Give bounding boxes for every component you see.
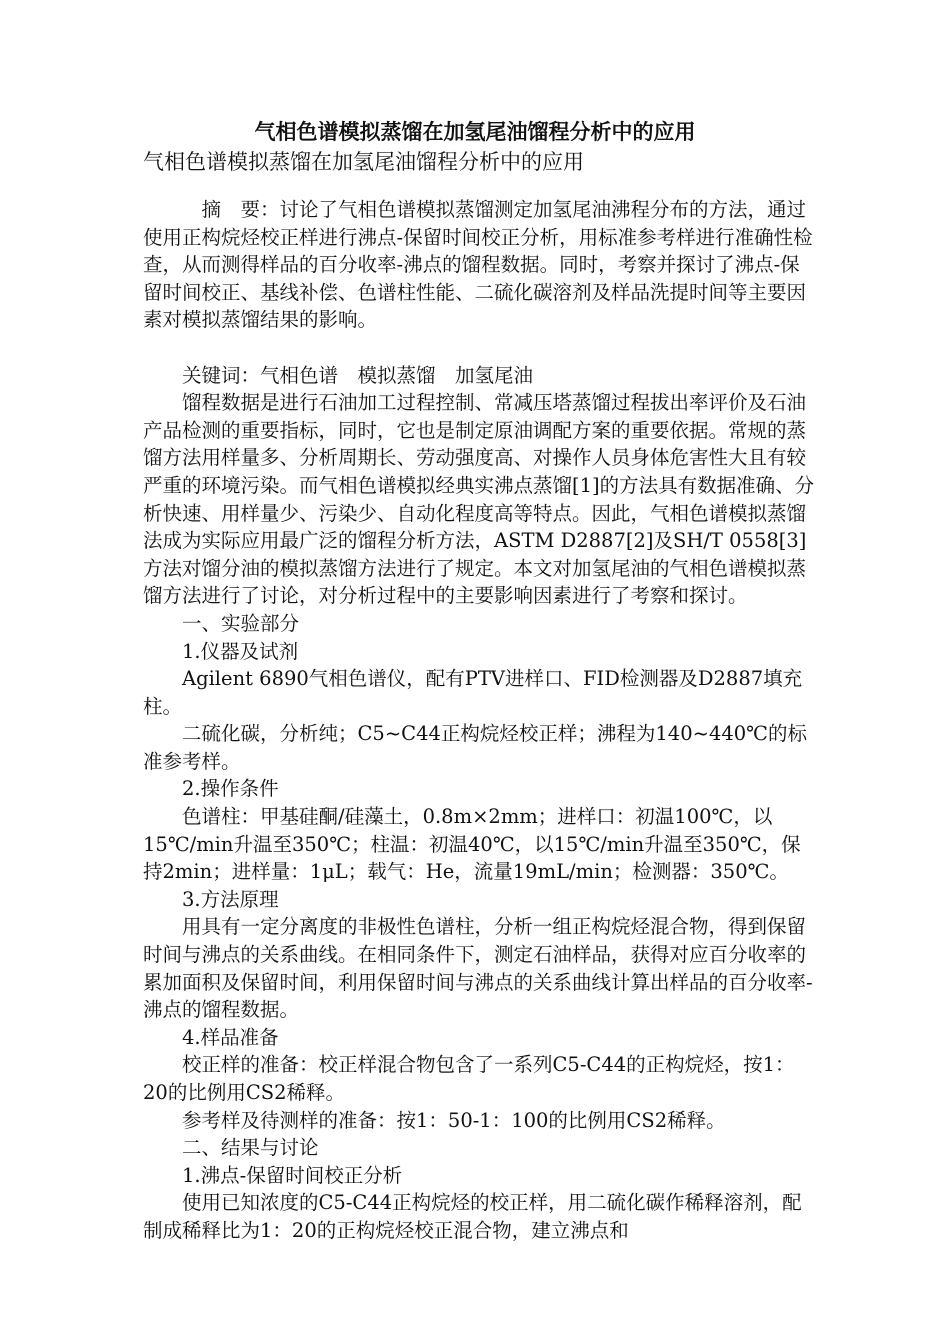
reagents-paragraph: 二硫化碳，分析纯；C5~C44正构烷烃校正样；沸程为140~440℃的标准参考样。 (143, 722, 807, 773)
section-heading-experimental: 一、实验部分 (182, 611, 300, 635)
keywords-line: 关键词：气相色谱 模拟蒸馏 加氢尾油 (182, 363, 534, 387)
subsection-heading-instruments: 1.仪器及试剂 (182, 639, 299, 663)
abstract-paragraph: 摘 要：讨论了气相色谱模拟蒸馏测定加氢尾油沸程分布的方法，通过使用正构烷烃校正样进行沸点-保留时间校正分析，用标准参考样进行准确性检查，从而测得样品的百分收率-沸点的馏程数据。同时，考察并探讨了沸点-保留时间校正、基线补偿、色谱柱性能、二硫化碳溶剂及样品洗提时间等主要因素对模拟蒸馏结果的影响。 (143, 198, 813, 332)
paragraph-gap (143, 334, 815, 362)
subsection-heading-sample-prep: 4.样品准备 (182, 1025, 279, 1049)
reference-prep-paragraph: 参考样及待测样的准备：按1：50-1：100的比例用CS2稀释。 (182, 1108, 726, 1132)
section-heading-results: 二、结果与讨论 (182, 1136, 319, 1160)
calibration-paragraph: 使用已知浓度的C5-C44正构烷烃的校正样，用二硫化碳作稀释溶剂，配制成稀释比为1：20的正构烷烃校正混合物，建立沸点和 (143, 1191, 802, 1242)
document-subtitle: 气相色谱模拟蒸馏在加氢尾油馏程分析中的应用 (143, 150, 584, 174)
instrument-paragraph: Agilent 6890气相色谱仪，配有PTV进样口、FID检测器及D2887填充柱。 (143, 667, 803, 718)
subsection-heading-conditions: 2.操作条件 (182, 777, 279, 801)
document-title: 气相色谱模拟蒸馏在加氢尾油馏程分析中的应用 (254, 119, 696, 144)
principle-paragraph: 用具有一定分离度的非极性色谱柱，分析一组正构烷烃混合物，得到保留时间与沸点的关系曲线。在相同条件下，测定石油样品，获得对应百分收率的累加面积及保留时间，利用保留时间与沸点的关系曲线计算出样品的百分收率-沸点的馏程数据。 (143, 915, 813, 1022)
calibration-prep-paragraph: 校正样的准备：校正样混合物包含了一系列C5-C44的正构烷烃，按1：20的比例用CS2稀释。 (143, 1053, 795, 1104)
document-body (143, 196, 815, 1245)
intro-paragraph: 馏程数据是进行石油加工过程控制、常减压塔蒸馏过程拔出率评价及石油产品检测的重要指标，同时，它也是制定原油调配方案的重要依据。常规的蒸馏方法用样量多、分析周期长、劳动强度高、对操作人员身体危害性大且有较严重的环境污染。而气相色谱模拟经典实沸点蒸馏[1]的方法具有数据准确、分析快速、用样量少、污染少、自动化程度高等特点。因此，气相色谱模拟蒸馏法成为实际应用最广泛的馏程分析方法，ASTM D2887[2]及SH/T 0558[3]方法对馏分油的模拟蒸馏方法进行了规定。本文对加氢尾油的气相色谱模拟蒸馏方法进行了讨论，对分析过程中的主要影响因素进行了考察和探讨。 (143, 391, 815, 608)
conditions-paragraph: 色谱柱：甲基硅酮/硅藻土，0.8m×2mm；进样口：初温100℃，以15℃/min升温至350℃；柱温：初温40℃，以15℃/min升温至350℃，保持2min；进样量：1μL；载气：He，流量19mL/min；检测器：350℃。 (143, 805, 801, 884)
subsection-heading-principle: 3.方法原理 (182, 887, 279, 911)
subsection-heading-calibration: 1.沸点-保留时间校正分析 (182, 1163, 403, 1187)
